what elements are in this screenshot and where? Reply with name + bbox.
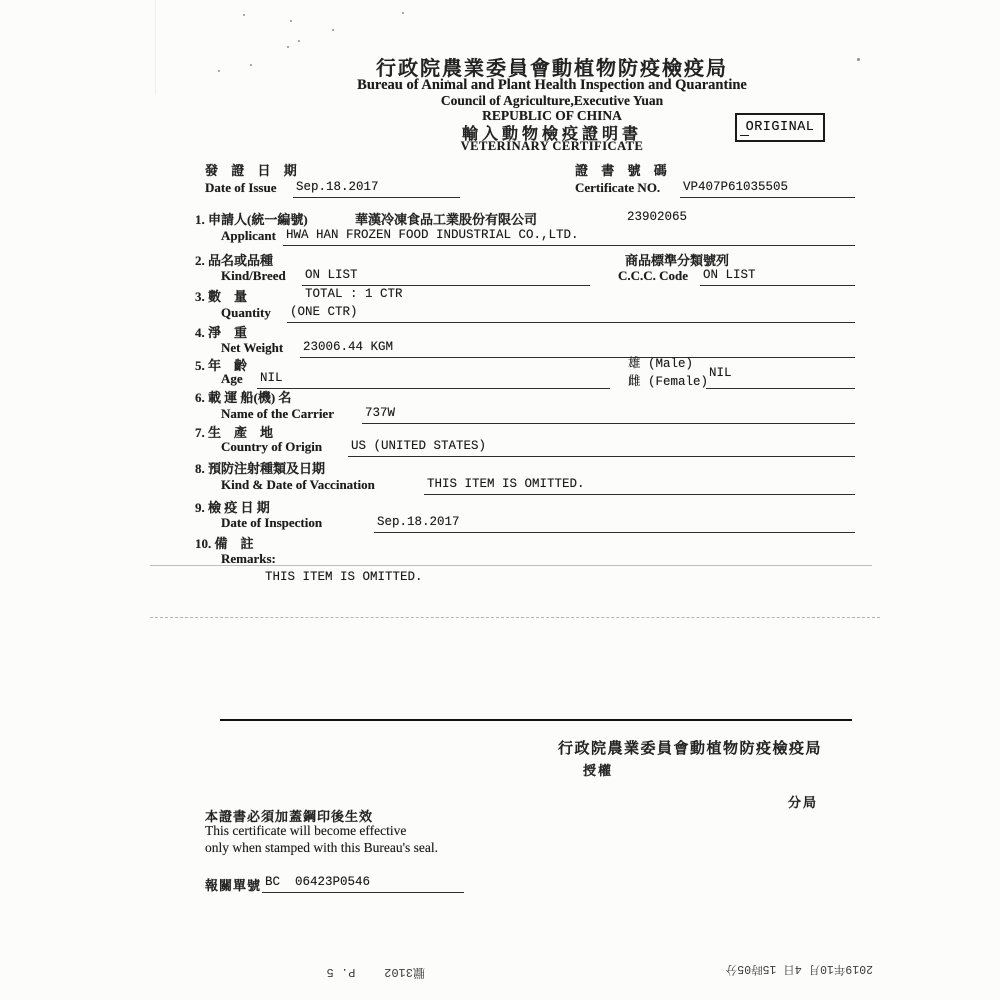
seal-note-en-line2: only when stamped with this Bureau's seal. xyxy=(205,840,439,855)
applicant-underline xyxy=(283,228,855,246)
original-stamp-box xyxy=(735,113,825,142)
age-underline xyxy=(257,371,610,389)
item3-label-zh-text: 數 量 xyxy=(208,289,248,304)
header-agency-en: Bureau of Animal and Plant Health Inspection and Quarantine xyxy=(357,77,747,93)
item10-no: 10. xyxy=(195,536,212,551)
remarks-label-en: Remarks: xyxy=(221,551,276,566)
item4-label-zh-text: 淨 重 xyxy=(208,325,248,340)
scan-speckle xyxy=(298,40,300,42)
origin-label-en: Country of Origin xyxy=(221,439,323,454)
item3-no: 3. xyxy=(195,289,205,304)
item10-label-zh xyxy=(195,533,254,552)
scan-speckle xyxy=(332,29,334,31)
quantity-value: (ONE CTR) xyxy=(290,305,358,319)
kind-breed-label-en: Kind/Breed xyxy=(221,268,286,283)
inspection-label-en: Date of Inspection xyxy=(221,515,323,530)
item2-no: 2. xyxy=(195,253,205,268)
scan-line-artifact xyxy=(150,617,880,618)
item6-no: 6. xyxy=(195,390,205,405)
quantity-underline xyxy=(287,305,855,323)
age-label-en: Age xyxy=(221,371,243,386)
item9-no: 9. xyxy=(195,500,205,515)
kind-breed-value: ON LIST xyxy=(305,268,358,282)
scan-line-artifact xyxy=(150,565,872,566)
item2-label-zh-text: 品名或品種 xyxy=(208,253,274,268)
item9-label-zh xyxy=(195,497,270,516)
kind-breed-underline xyxy=(302,268,590,286)
item1-label-zh xyxy=(195,209,308,228)
date-of-issue-underline xyxy=(293,180,460,198)
applicant-name-en: HWA HAN FROZEN FOOD INDUSTRIAL CO.,LTD. xyxy=(286,228,579,242)
item1-label-zh-text: 申請人(統一編號) xyxy=(208,212,308,227)
item6-label-zh-text: 載 運 船(機) 名 xyxy=(208,390,292,405)
original-underscore xyxy=(740,135,749,136)
carrier-value: 737W xyxy=(365,406,396,420)
female-underline xyxy=(706,366,855,389)
signature-branch-zh: 分局 xyxy=(788,795,819,810)
female-value: NIL xyxy=(709,366,732,380)
inspection-value: Sep.18.2017 xyxy=(377,515,460,529)
male-label: 雄 (Male) xyxy=(628,357,694,371)
carrier-label-en: Name of the Carrier xyxy=(221,406,334,421)
item5-label-zh-text: 年 齡 xyxy=(208,358,248,373)
item3-label-zh xyxy=(195,286,247,305)
applicant-uniform-number: 23902065 xyxy=(627,210,688,224)
scan-speckle xyxy=(243,14,245,16)
date-of-issue-label-en: Date of Issue xyxy=(205,180,277,195)
inspection-underline xyxy=(374,515,855,533)
age-value: NIL xyxy=(260,371,283,385)
scan-speckle xyxy=(402,12,404,14)
applicant-name-zh: 華漢冷凍食品工業股份有限公司 xyxy=(355,212,538,227)
origin-value: US (UNITED STATES) xyxy=(351,439,487,453)
customs-declaration-value: BC 06423P0546 xyxy=(265,875,371,889)
quantity-label-en: Quantity xyxy=(221,305,271,320)
signature-authorized-zh: 授權 xyxy=(583,763,614,778)
vaccination-label-en: Kind & Date of Vaccination xyxy=(221,477,375,492)
date-of-issue-label-zh: 發 證 日 期 xyxy=(205,163,302,178)
signature-agency-zh: 行政院農業委員會動植物防疫檢疫局 xyxy=(558,741,823,757)
ccc-code-value: ON LIST xyxy=(703,268,756,282)
net-weight-value: 23006.44 KGM xyxy=(303,340,394,354)
certificate-no-value: VP407P61035505 xyxy=(683,180,789,194)
ccc-code-underline xyxy=(700,268,855,286)
signature-separator-line xyxy=(220,719,852,721)
item8-no: 8. xyxy=(195,461,205,476)
item1-no: 1. xyxy=(195,212,205,227)
header-title-en: VETERINARY CERTIFICATE xyxy=(460,139,644,153)
remarks-value: THIS ITEM IS OMITTED. xyxy=(265,570,423,584)
seal-note-zh: 本證書必須加蓋鋼印後生效 xyxy=(205,809,374,824)
certificate-no-underline xyxy=(680,180,855,198)
header-council-en: Council of Agriculture,Executive Yuan xyxy=(440,93,664,108)
original-stamp-label: ORIGINAL xyxy=(745,120,815,135)
item8-label-zh-text: 預防注射種類及日期 xyxy=(208,461,326,476)
item6-label-zh xyxy=(195,387,291,406)
ccc-code-label-en: C.C.C. Code xyxy=(618,268,689,283)
customs-declaration-label-zh: 報關單號 xyxy=(205,878,262,893)
fax-footer-timestamp: 2019年10月 4日 15時05分 xyxy=(725,962,873,975)
item7-no: 7. xyxy=(195,425,205,440)
item2-label-zh xyxy=(195,250,273,269)
item5-no: 5. xyxy=(195,358,205,373)
net-weight-label-en: Net Weight xyxy=(221,340,284,355)
vaccination-underline xyxy=(424,477,855,495)
item4-no: 4. xyxy=(195,325,205,340)
item8-label-zh xyxy=(195,458,325,477)
fax-footer-page-number: 臘3102 P. 5 xyxy=(326,965,425,979)
header-agency-zh: 行政院農業委員會動植物防疫檢疫局 xyxy=(376,58,728,80)
customs-declaration-underline xyxy=(262,875,464,893)
scan-speckle xyxy=(287,46,289,48)
certificate-no-label-zh: 證 書 號 碼 xyxy=(575,163,672,178)
date-of-issue-value: Sep.18.2017 xyxy=(296,180,379,194)
applicant-label-en: Applicant xyxy=(221,228,276,243)
quantity-total-value: TOTAL : 1 CTR xyxy=(305,287,403,301)
item4-label-zh xyxy=(195,322,247,341)
item7-label-zh-text: 生 產 地 xyxy=(208,425,274,440)
header-title-zh: 輸入動物檢疫證明書 xyxy=(461,126,642,143)
item9-label-zh-text: 檢 疫 日 期 xyxy=(208,500,270,515)
item10-label-zh-text: 備 註 xyxy=(214,536,254,551)
vaccination-value: THIS ITEM IS OMITTED. xyxy=(427,477,585,491)
seal-note-en-line1: This certificate will become effective xyxy=(205,823,407,838)
origin-underline xyxy=(348,439,855,457)
carrier-underline xyxy=(362,406,855,424)
net-weight-underline xyxy=(300,340,855,358)
scan-speckle xyxy=(290,20,292,22)
certificate-no-label-en: Certificate NO. xyxy=(575,180,661,195)
ccc-label-zh: 商品標準分類號列 xyxy=(625,253,730,268)
header-republic-of-china: REPUBLIC OF CHINA xyxy=(482,108,622,123)
female-label: 雌 (Female) xyxy=(628,375,709,389)
